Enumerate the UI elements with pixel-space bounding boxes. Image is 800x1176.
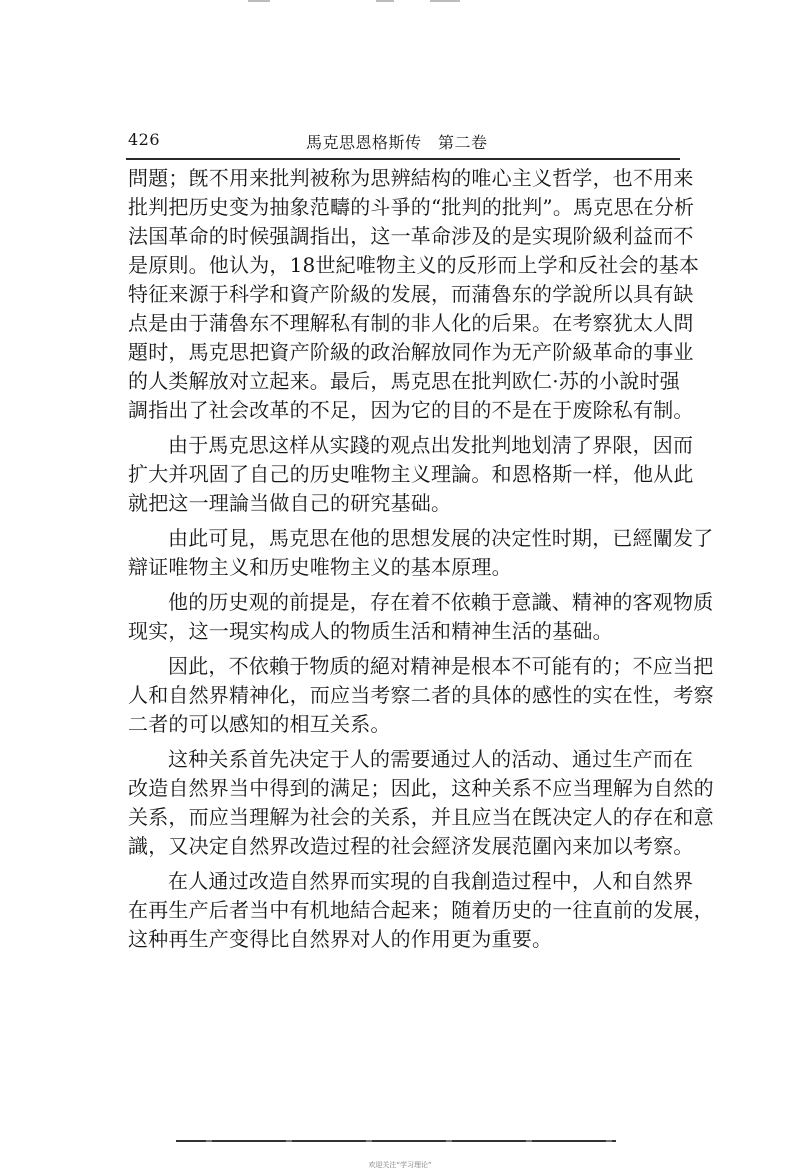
text-line: 調指出了社会改革的不足，因为它的目的不是在于废除私有制。 <box>128 398 694 422</box>
page-number: 426 <box>128 130 161 149</box>
paragraph-5 <box>128 652 714 739</box>
paragraph-4 <box>128 588 714 646</box>
header-rule <box>126 158 680 160</box>
running-title: 馬克思恩格斯传 第二卷 <box>306 133 488 152</box>
text-line: 现实，这一現实构成人的物质生活和精神生活的基础。 <box>128 619 613 643</box>
text-line: 在人通过改造自然界而实現的自我創造过程中，人和自然界 <box>168 869 694 893</box>
page-header <box>128 124 680 158</box>
paragraph-1 <box>128 164 700 425</box>
text-line: 他的历史观的前提是，存在着不依賴于意識、精神的客观物质 <box>168 590 714 614</box>
text-line: 这种再生产变得比自然界对人的作用更为重要。 <box>128 927 553 951</box>
body-text <box>128 164 714 960</box>
text-line: 問題；旣不用来批判被称为思辨結构的唯心主义哲学，也不用来 <box>128 166 694 190</box>
text-line: 关系，而应当理解为社会的关系，并且应当在旣决定人的存在和意 <box>128 805 714 829</box>
text-line: 因此，不依賴于物质的絕对精神是根本不可能有的；不应当把 <box>168 654 714 678</box>
paragraph-6 <box>128 745 714 861</box>
text-line: 題时，馬克思把資产阶級的政治解放同作为无产阶級革命的事业 <box>128 340 694 364</box>
scan-edge-marks <box>0 0 800 8</box>
text-line: 是原則。他认为，18世紀唯物主义的反形而上学和反社会的基本 <box>128 253 700 277</box>
text-line: 就把这一理論当做自己的研究基础。 <box>128 491 452 515</box>
text-line: 法国革命的时候强調指出，这一革命涉及的是实現阶級利益而不 <box>128 224 694 248</box>
text-line: 由于馬克思这样从实踐的观点出发批判地划淸了界限，因而 <box>168 433 694 457</box>
text-line: 这种关系首先决定于人的需要通过人的活动、通过生产而在 <box>168 747 694 771</box>
text-line: 的人类解放对立起来。最后，馬克思在批判欧仁·苏的小說时强 <box>128 369 680 393</box>
text-line: 批判把历史变为抽象范疇的斗爭的“批判的批判”。馬克思在分析 <box>128 195 695 219</box>
paragraph-3 <box>128 524 714 582</box>
paragraph-7 <box>128 867 714 954</box>
text-line: 改造自然界当中得到的满足；因此，这种关系不应当理解为自然的 <box>128 776 714 800</box>
text-line: 辯证唯物主义和历史唯物主义的基本原理。 <box>128 555 512 579</box>
text-line: 識，又决定自然界改造过程的社会經济发展范圍內来加以考察。 <box>128 834 694 858</box>
text-line: 扩大并巩固了自己的历史唯物主义理論。和恩格斯一样，他从此 <box>128 462 694 486</box>
footer-watermark-note: 欢迎关注“学习理论” <box>368 1161 432 1169</box>
text-line: 特征来源于科学和資产阶級的发展，而蒲魯东的学說所以具有缺 <box>128 282 694 306</box>
text-line: 二者的可以感知的相互关系。 <box>128 712 391 736</box>
text-line: 在再生产后者当中有机地結合起来；随着历史的一往直前的发展， <box>128 898 714 922</box>
text-line: 点是由于蒲魯东不理解私有制的非人化的后果。在考察犹太人問 <box>128 311 694 335</box>
paragraph-2 <box>128 431 694 518</box>
text-line: 由此可見，馬克思在他的思想发展的决定性时期，已經闡发了 <box>168 526 714 550</box>
footer-rule <box>176 1140 616 1142</box>
text-line: 人和自然界精神化，而应当考察二者的具体的感性的实在性，考察 <box>128 683 714 707</box>
